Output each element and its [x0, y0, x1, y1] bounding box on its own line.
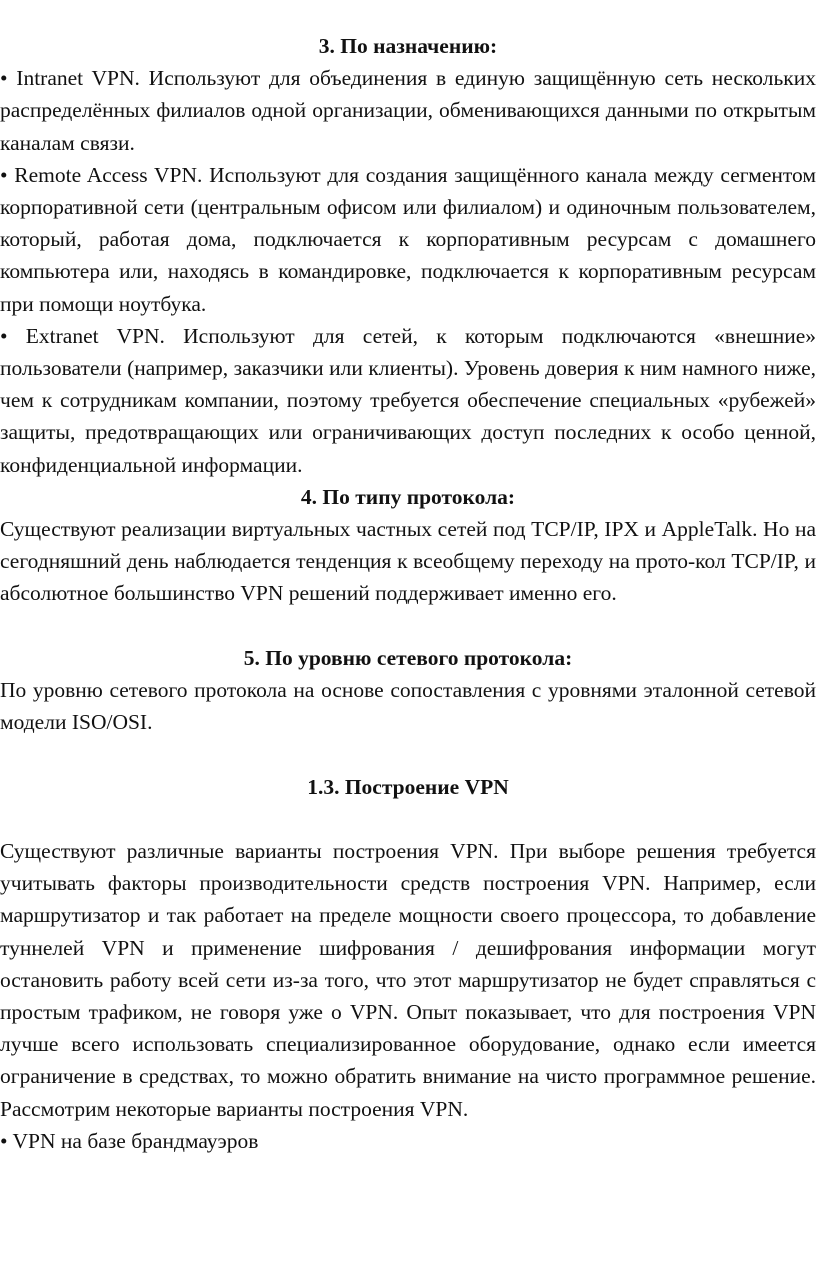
paragraph-protocol-type: Существуют реализации виртуальных частных сетей под TCP/IP, IPX и AppleTalk. Но на сегодняшний день наблюдается тенденция к всеобщему переходу на прото-кол TCP/IP, и абсолютное большинство VPN решений поддерживает именно его. [0, 517, 816, 606]
document-page [0, 30, 816, 1157]
paragraph-remote-access-vpn: • Remote Access VPN. Используют для создания защищённого канала между сегментом корпоративной сети (центральным офисом или филиалом) и одиночным пользователем, который, работая дома, подключается к корпоративным ресурсам с домашнего компьютера или, находясь в командировке, подключается к корпоративным ресурсам при помощи ноутбука. [0, 162, 816, 316]
blank-line [0, 610, 816, 642]
list-item-firewall-vpn: • VPN на базе брандмауэров [0, 1128, 259, 1153]
paragraph-intranet-vpn: • Intranet VPN. Используют для объединения в единую защищённую сеть нескольких распределённых филиалов одной организации, обменивающихся данными по открытым каналам связи. [0, 66, 816, 155]
section-heading-vpn-building: 1.3. Построение VPN [307, 774, 509, 799]
paragraph-network-level: По уровню сетевого протокола на основе сопоставления с уровнями эталонной сетевой модели ISO/OSI. [0, 678, 816, 735]
section-heading-network-level: 5. По уровню сетевого протокола: [243, 645, 573, 670]
section-heading-purpose: 3. По назначению: [318, 34, 498, 58]
blank-line [0, 738, 816, 770]
blank-line [0, 803, 816, 835]
paragraph-extranet-vpn: • Extranet VPN. Используют для сетей, к которым подключаются «внешние» пользователи (например, заказчики или клиенты). Уровень доверия к ним намного ниже, чем к сотрудникам компании, поэтому требуется обеспечение специальных «рубежей» защиты, предотвращающих или ограничивающих доступ последних к особо ценной, конфиденциальной информации. [0, 323, 816, 477]
paragraph-vpn-building: Существуют различные варианты построения VPN. При выборе решения требуется учитывать факторы производительности средств построения VPN. Например, если маршрутизатор и так работает на пределе мощности своего процессора, то добавление туннелей VPN и применение шифрования / дешифрования информации могут остановить работу всей сети из-за того, что этот маршрутизатор не будет справляться с простым трафиком, не говоря уже о VPN. Опыт показывает, что для построения VPN лучше всего использовать специализированное оборудование, однако если имеется ограничение в средствах, то можно обратить внимание на чисто программное решение. Рассмотрим некоторые варианты построения VPN. [0, 839, 816, 1121]
section-heading-protocol-type: 4. По типу протокола: [300, 484, 516, 509]
